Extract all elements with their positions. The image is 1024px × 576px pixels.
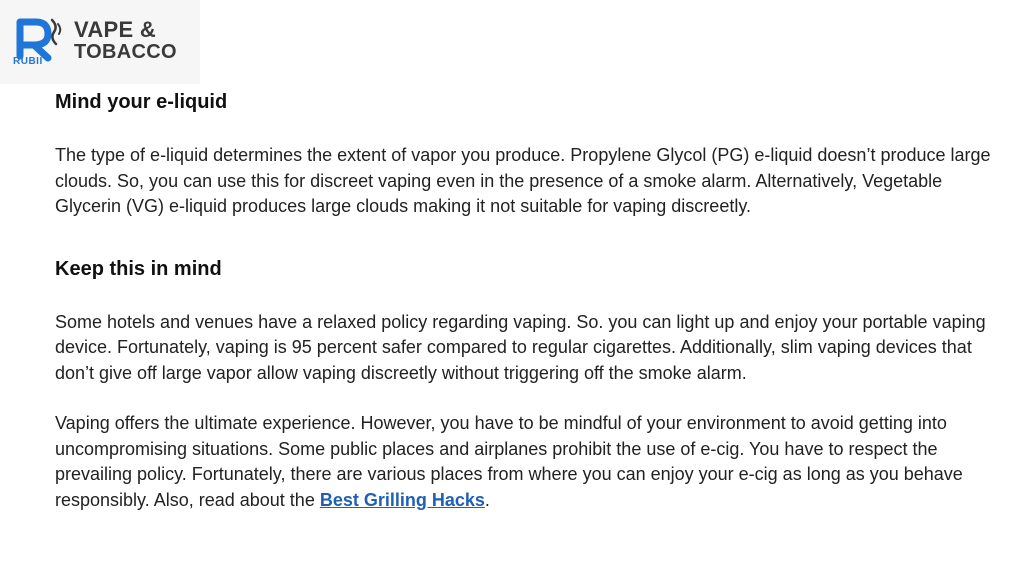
article-body xyxy=(55,88,995,513)
logo-line-1: VAPE & xyxy=(74,17,157,42)
closing-text: Vaping offers the ultimate experience. However, you have to be mindful of your environment to avoid getting into uncompromising situations. Some public places and airplanes prohibit the use of e-cig. You have to respect the prevailing policy. Fortunately, there are various places from where you can enjoy your e-cig as long as you behave responsibly. Also, read about the xyxy=(55,413,963,510)
logo-line-2: TOBACCO xyxy=(74,41,177,63)
brand-logo[interactable] xyxy=(0,0,200,84)
section-paragraph: Some hotels and venues have a relaxed policy regarding vaping. So. you can light up and enjoy your portable vaping device. Fortunately, vaping is 95 percent safer compared to regular cigarettes. Additionally, slim vaping devices that don’t give off large vapor allow vaping discreetly without triggering off the smoke alarm. xyxy=(55,311,986,383)
section-paragraph: The type of e-liquid determines the extent of vapor you produce. Propylene Glycol (PG) e-liquid doesn’t produce large clouds. So, you can use this for discreet vaping even in the presence of a smoke alarm. Alternatively, Vegetable Glycerin (VG) e-liquid produces large clouds making it not suitable for vaping discreetly. xyxy=(55,145,991,216)
closing-paragraph xyxy=(55,411,995,513)
section-heading: Keep this in mind xyxy=(55,257,222,280)
logo-sub-label: RUBII xyxy=(13,56,43,67)
logo-wordmark xyxy=(74,18,177,64)
section-heading: Mind your e-liquid xyxy=(55,91,228,113)
closing-trailing: . xyxy=(484,489,490,510)
best-grilling-hacks-link[interactable]: Best Grilling Hacks xyxy=(319,489,485,510)
